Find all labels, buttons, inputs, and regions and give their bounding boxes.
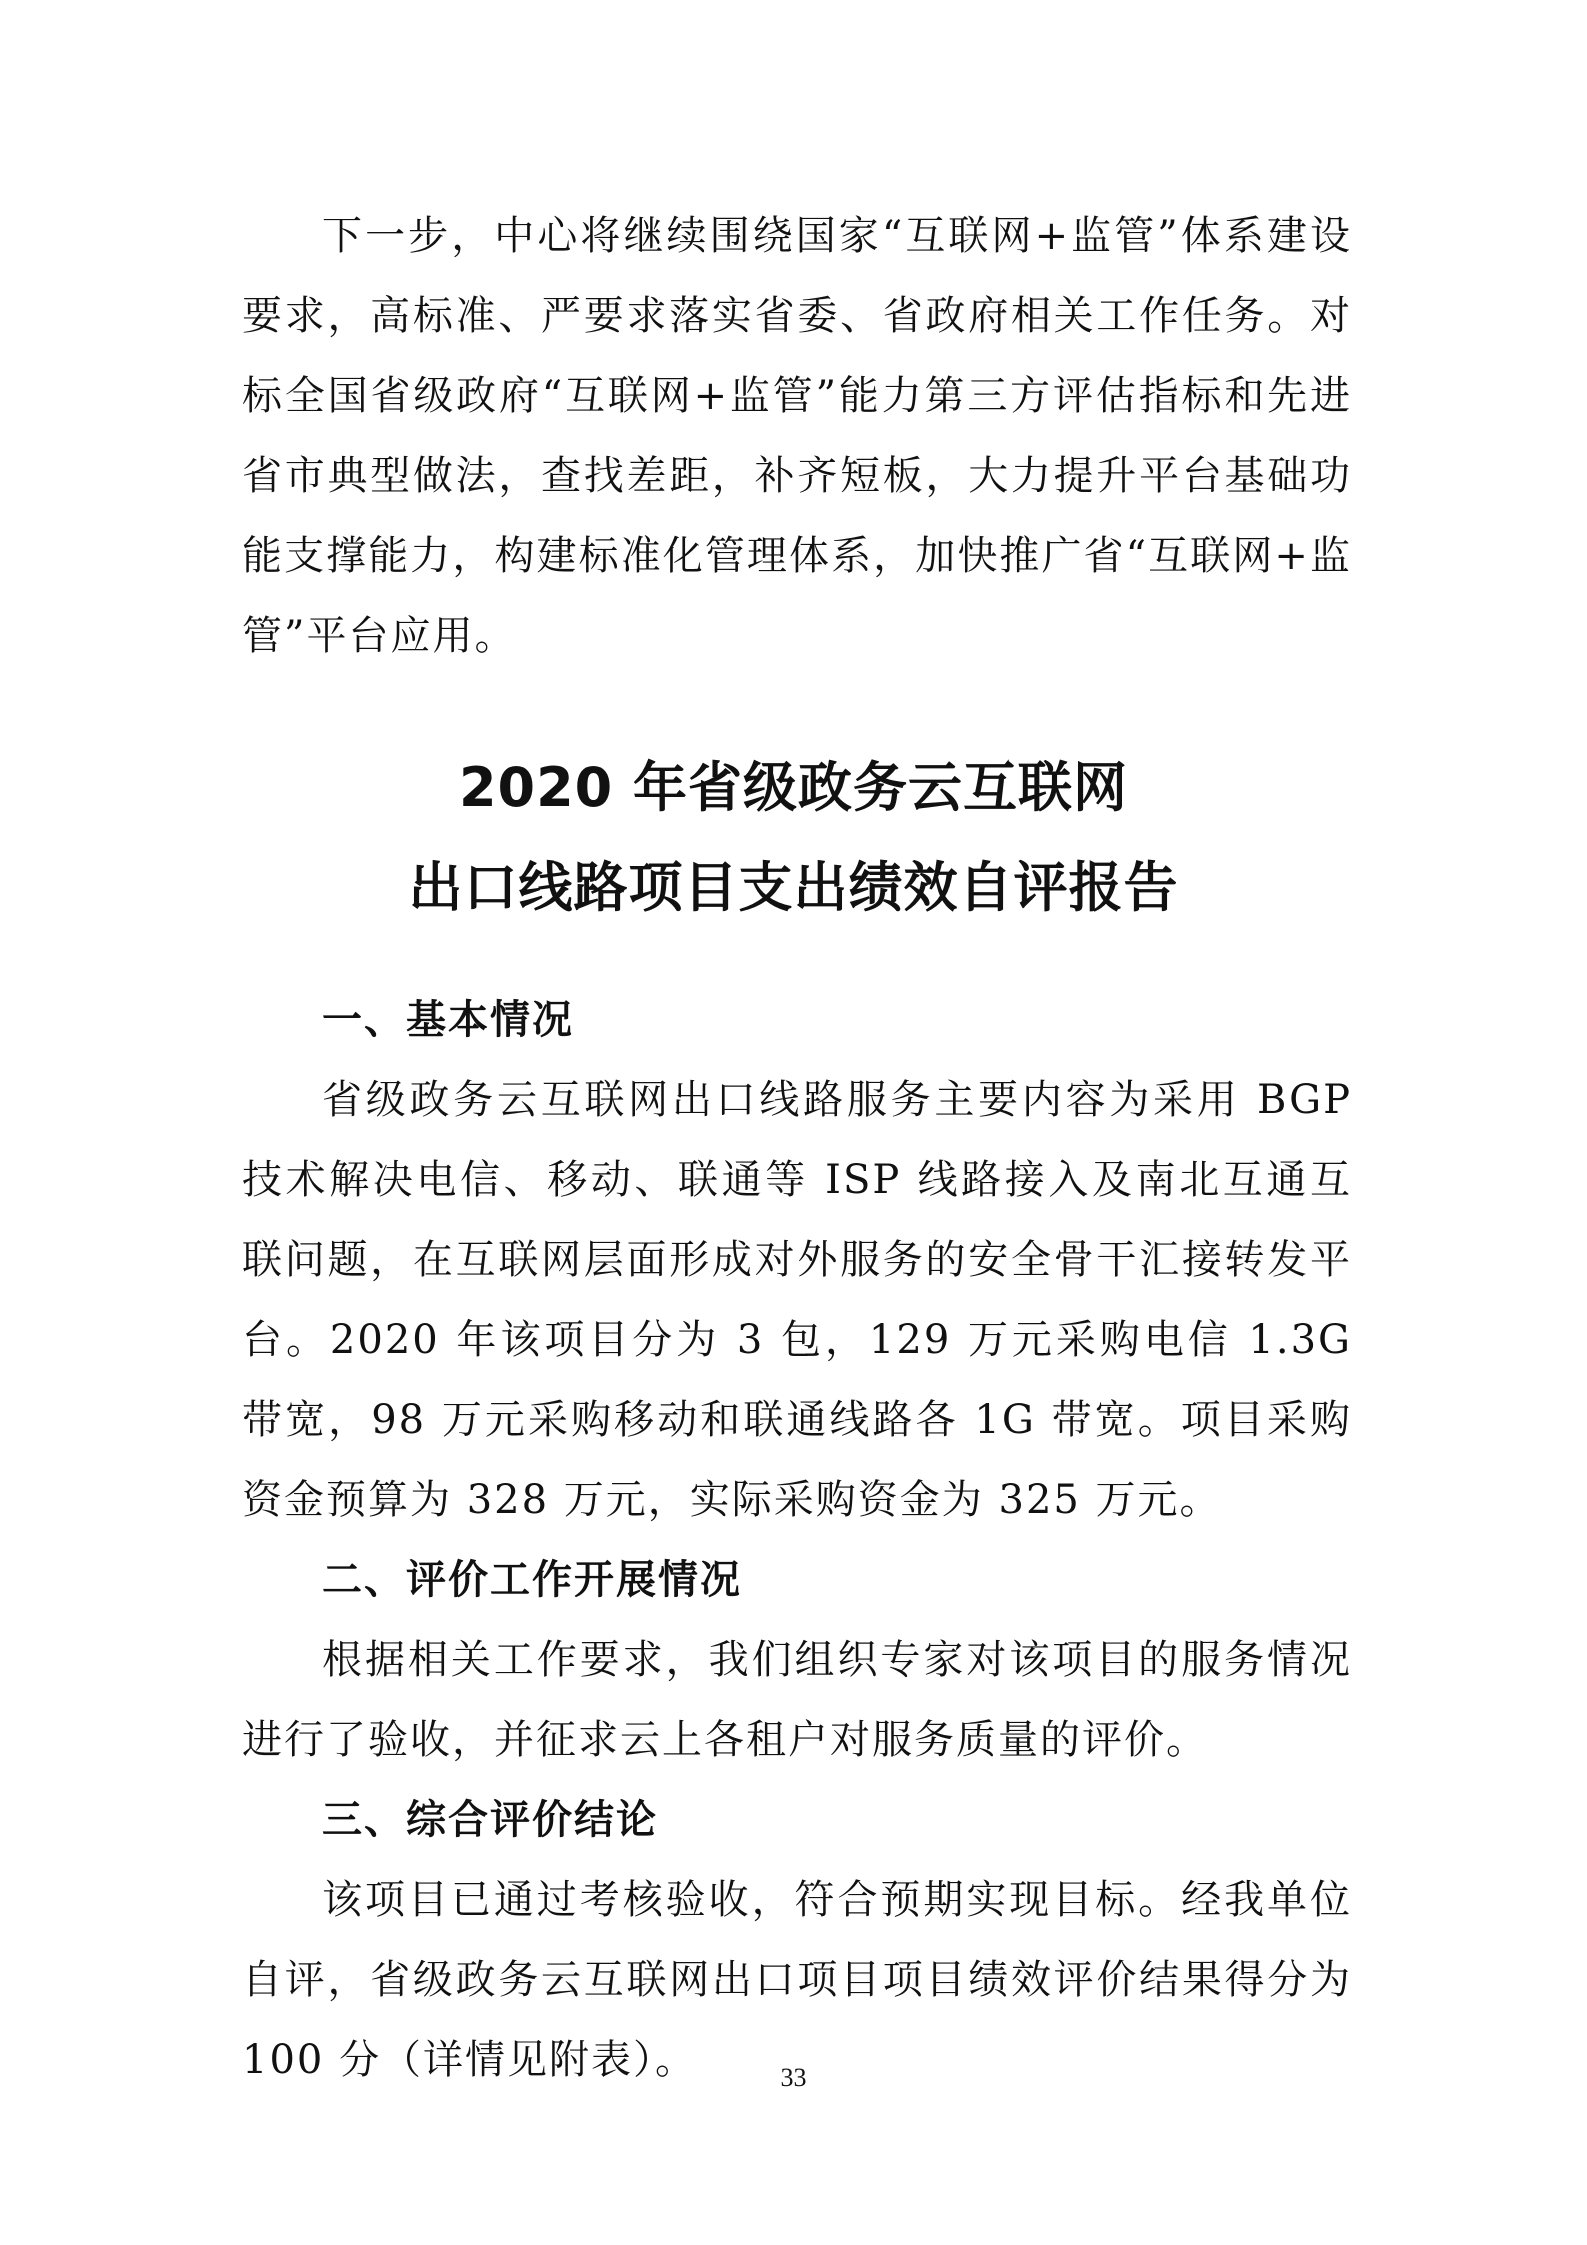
report-body [242,980,1352,2100]
section-heading-evaluation-work: 二、评价工作开展情况 [322,1557,742,1603]
section-paragraph-basic-info: 省级政务云互联网出口线路服务主要内容为采用 BGP 技术解决电信、移动、联通等 ISP 线路接入及南北互通互联问题，在互联网层面形成对外服务的安全骨干汇接转发平台。2020 年该项目分为 3 包，129 万元采购电信 1.3G 带宽，98 万元采购移动和联通线路各 1G 带宽。项目采购资金预算为 328 万元，实际采购资金为 325 万元。 [242,1077,1352,1523]
section-paragraph-conclusion: 该项目已通过考核验收，符合预期实现目标。经我单位自评，省级政务云互联网出口项目项目绩效评价结果得分为 100 分（详情见附表）。 [242,1877,1352,2083]
report-title-line1: 2020 年省级政务云互联网 [458,756,1129,819]
report-title [0,738,1587,938]
intro-section [242,196,1352,676]
page-number: 33 [780,2063,807,2092]
section-paragraph-evaluation-work: 根据相关工作要求，我们组织专家对该项目的服务情况进行了验收，并征求云上各租户对服务质量的评价。 [242,1637,1352,1763]
intro-paragraph: 下一步，中心将继续围绕国家“互联网+监管”体系建设要求，高标准、严要求落实省委、省政府相关工作任务。对标全国省级政府“互联网+监管”能力第三方评估指标和先进省市典型做法，查找差距，补齐短板，大力提升平台基础功能支撑能力，构建标准化管理体系，加快推广省“互联网+监管”平台应用。 [242,213,1352,659]
report-title-line2: 出口线路项目支出绩效自评报告 [408,856,1179,919]
section-heading-conclusion: 三、综合评价结论 [322,1797,658,1843]
section-heading-basic-info: 一、基本情况 [322,997,574,1043]
